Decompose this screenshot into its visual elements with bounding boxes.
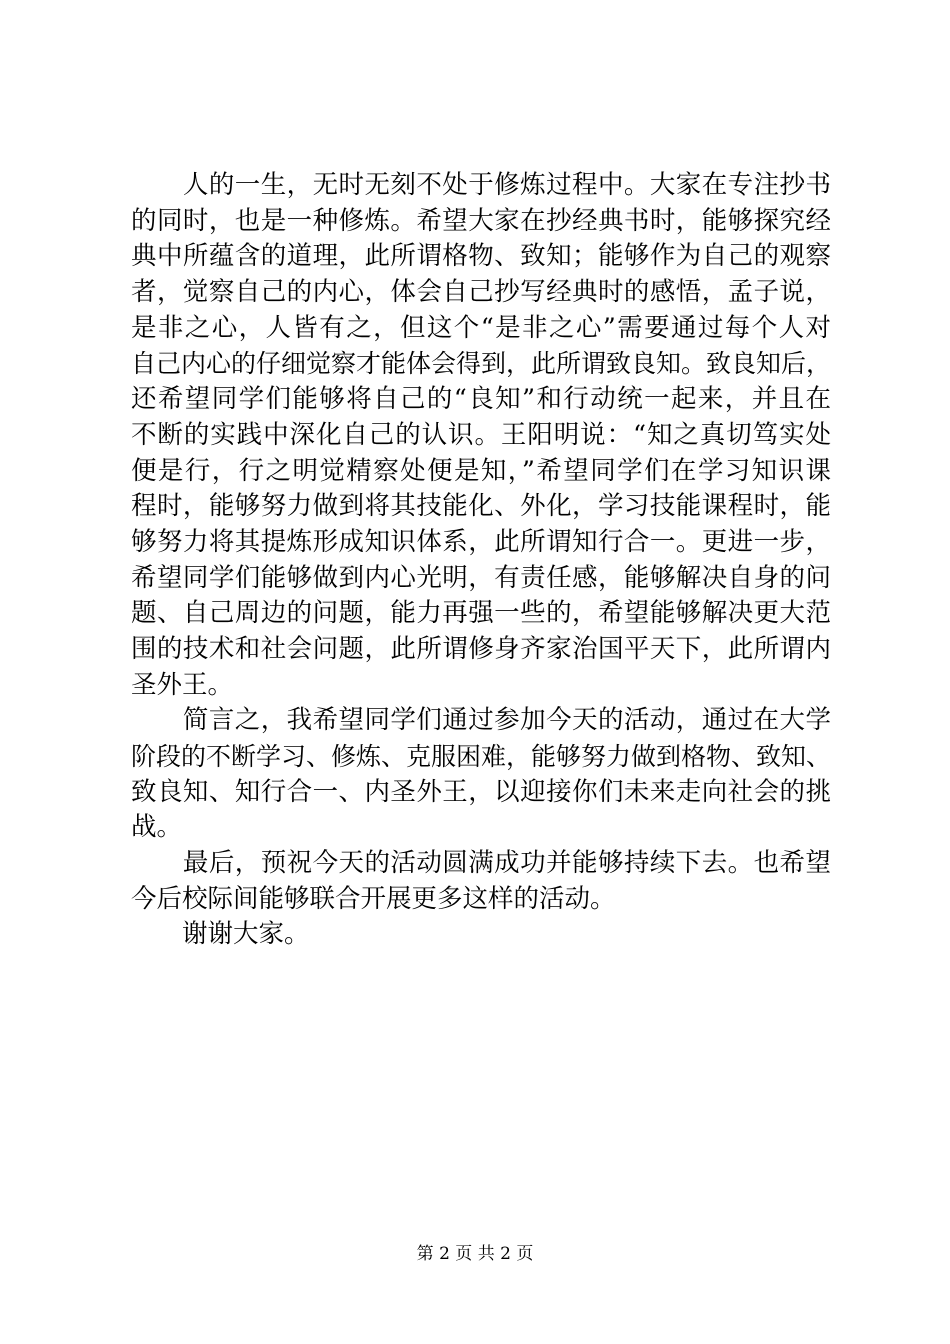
text-line: 希望同学们能够做到内心光明，有责任感，能够解决自身的问 xyxy=(131,562,831,593)
text-line: 简言之，我希望同学们通过参加今天的活动，通过在大学 xyxy=(131,705,831,736)
text-line: 谢谢大家。 xyxy=(131,919,310,950)
page-footer: 第 2 页 共 2 页 xyxy=(416,1244,534,1264)
text-line: 的同时，也是一种修炼。希望大家在抄经典书时，能够探究经 xyxy=(131,205,831,236)
text-line: 致良知、知行合一、内圣外王，以迎接你们未来走向社会的挑 xyxy=(131,776,831,807)
text-line: 够努力将其提炼形成知识体系，此所谓知行合一。更进一步， xyxy=(131,526,831,557)
text-line: 程时，能够努力做到将其技能化、外化，学习技能课程时，能 xyxy=(131,491,831,522)
text-line: 围的技术和社会问题，此所谓修身齐家治国平天下，此所谓内 xyxy=(131,633,831,664)
text-line: 今后校际间能够联合开展更多这样的活动。 xyxy=(131,883,616,914)
text-line: 典中所蕴含的道理，此所谓格物、致知；能够作为自己的观察 xyxy=(131,241,831,272)
text-line: 自己内心的仔细觉察才能体会得到，此所谓致良知。致良知后， xyxy=(131,349,832,379)
text-line: 者，觉察自己的内心，体会自己抄写经典时的感悟，孟子说， xyxy=(131,277,831,308)
text-line: 战。 xyxy=(131,812,183,843)
text-line: 题、自己周边的问题，能力再强一些的，希望能够解决更大范 xyxy=(131,598,831,629)
text-line: 便是行，行之明觉精察处便是知，”希望同学们在学习知识课 xyxy=(131,455,831,486)
text-line: 不断的实践中深化自己的认识。王阳明说：“知之真切笃实处 xyxy=(131,419,831,450)
text-line: 是非之心，人皆有之，但这个“是非之心”需要通过每个人对 xyxy=(131,312,831,343)
text-line: 最后，预祝今天的活动圆满成功并能够持续下去。也希望 xyxy=(131,848,831,879)
document-body xyxy=(131,168,831,953)
text-line: 阶段的不断学习、修炼、克服困难，能够努力做到格物、致知、 xyxy=(131,742,832,771)
text-line: 还希望同学们能够将自己的“良知”和行动统一起来，并且在 xyxy=(131,384,831,415)
text-line: 圣外王。 xyxy=(131,669,234,700)
text-line: 人的一生，无时无刻不处于修炼过程中。大家在专注抄书 xyxy=(131,170,831,200)
